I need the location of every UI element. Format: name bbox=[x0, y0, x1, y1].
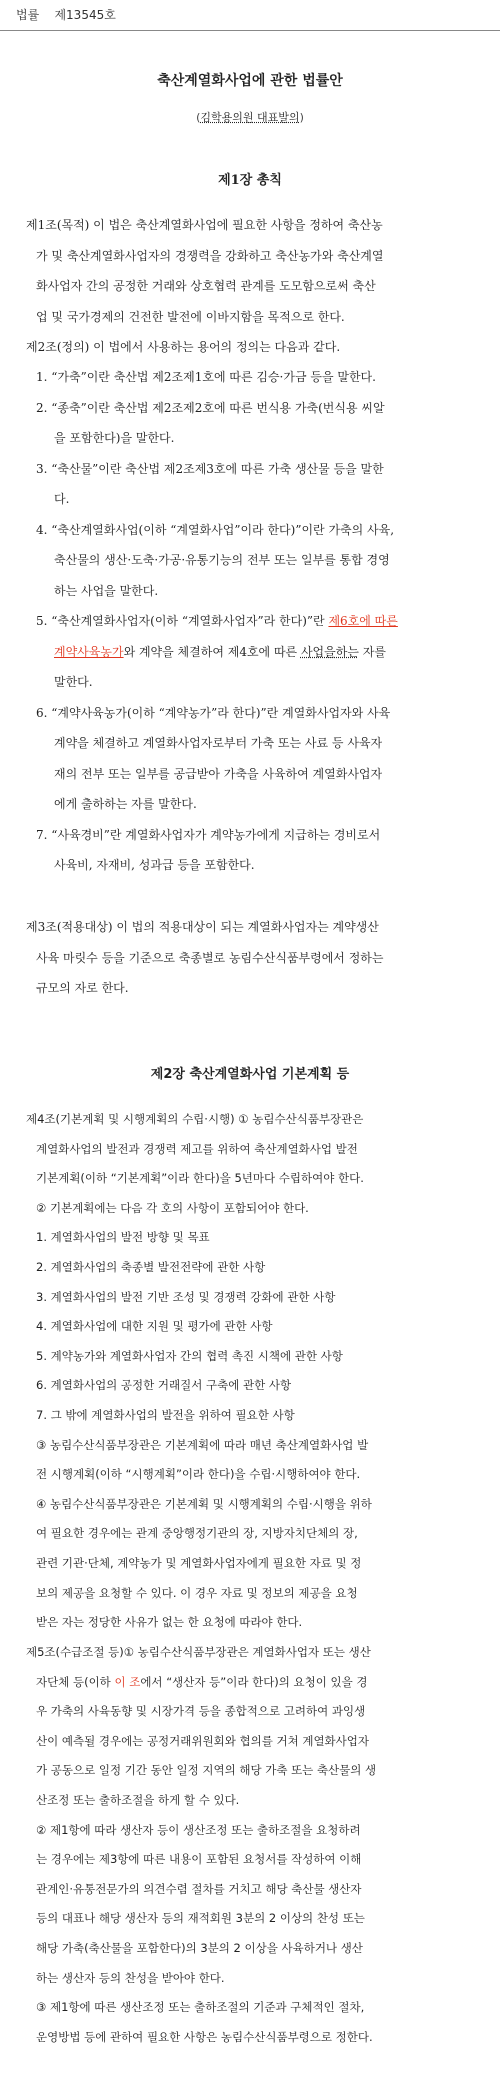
definition-1: 1. “가축”이란 축산법 제2조제1호에 따른 김승·가금 등을 말한다. bbox=[36, 370, 376, 384]
article-1 bbox=[26, 210, 383, 332]
definition-6-cont: 에게 출하하는 자를 말한다. bbox=[54, 797, 197, 811]
article-5-line: 운영방법 등에 관하여 필요한 사항은 농림수산식품부령으로 정한다. bbox=[36, 2029, 373, 2044]
definition-4-cont: 하는 사업을 말한다. bbox=[54, 583, 159, 598]
definition-5-amended: 계약사육농가 bbox=[54, 644, 124, 659]
bill-number: 제13545호 bbox=[54, 8, 116, 22]
article-4-line: 전 시행계획(이하 “시행계획”이라 한다)을 수립·시행하여야 한다. bbox=[36, 1467, 361, 1482]
article-4-item: 4. 계열화사업에 대한 지원 및 평가에 관한 사항 bbox=[36, 1319, 273, 1334]
article-5-line: 하는 생산자 등의 찬성을 받아야 한다. bbox=[36, 1970, 225, 1985]
bill-header bbox=[16, 6, 116, 23]
article-5-amended: 이 조 bbox=[114, 1674, 141, 1689]
definition-5-amended: 제6호에 따른 bbox=[328, 614, 398, 628]
proposer-line bbox=[0, 109, 500, 125]
article-4-line: 받은 자는 정당한 사유가 없는 한 요청에 따라야 한다. bbox=[36, 1615, 303, 1630]
definition-6-cont: 계약을 체결하고 계열화사업자로부터 가축 또는 사료 등 사육자 bbox=[54, 736, 383, 750]
definition-2: 2. “종축”이란 축산법 제2조제2호에 따른 번식용 가축(번식용 씨알 bbox=[36, 400, 385, 415]
article-5-line: 우 가축의 사육동향 및 시장가격 등을 종합적으로 고려하여 과잉생 bbox=[36, 1704, 366, 1719]
proposer-open: ( bbox=[196, 111, 201, 124]
proposer-text: 김학용의원 대표발의 bbox=[200, 111, 300, 124]
article-1-line: 가 및 축산계열화사업자의 경쟁력을 강화하고 축산농가와 축산계열 bbox=[36, 248, 384, 263]
definition-3-cont: 다. bbox=[54, 492, 70, 506]
article-4-item: 5. 계약농가와 계열화사업자 간의 협력 촉진 시책에 관한 사항 bbox=[36, 1348, 343, 1363]
definition-4-cont: 축산물의 생산·도축·가공·유통기능의 전부 또는 일부를 통합 경영 bbox=[54, 553, 390, 567]
article-5-line: 산이 예측될 경우에는 공정거래위원회와 협의를 거쳐 계열화사업자 bbox=[36, 1733, 369, 1748]
definition-5-text: 와 계약을 체결하여 제4호에 따른 bbox=[123, 644, 301, 659]
article-3 bbox=[26, 912, 383, 1004]
proposer-close: ) bbox=[299, 111, 304, 124]
definition-7-cont: 사육비, 자재비, 성과급 등을 포함한다. bbox=[54, 858, 255, 872]
definition-3: 3. “축산물”이란 축산법 제2조제3호에 따른 가축 생산물 등을 말한 bbox=[36, 461, 384, 476]
chapter-1-heading: 제1장 총칙 bbox=[218, 173, 282, 188]
definitions-list bbox=[36, 362, 398, 881]
article-5-line: 는 경우에는 제3항에 따른 내용이 포함된 요청서를 작성하여 이해 bbox=[36, 1852, 362, 1867]
definition-5 bbox=[36, 606, 398, 637]
article-4-item: 3. 계열화사업의 발전 기반 조성 및 경쟁력 강화에 관한 사항 bbox=[36, 1289, 336, 1304]
article-5-text: 자단체 등(이하 bbox=[36, 1674, 115, 1689]
article-4-line: 관련 기관·단체, 계약농가 및 계열화사업자에게 필요한 자료 및 정 bbox=[36, 1555, 362, 1570]
article-5-line: 산조정 또는 출하조절을 하게 할 수 있다. bbox=[36, 1792, 240, 1807]
bill-label: 법률 bbox=[16, 8, 40, 22]
article-4-item: 7. 그 밖에 계열화사업의 발전을 위하여 필요한 사항 bbox=[36, 1407, 295, 1422]
article-5-text: 에서 “생산자 등”이라 한다)의 요청이 있을 경 bbox=[140, 1674, 368, 1689]
definition-7: 7. “사육경비”란 계열화사업자가 계약농가에게 지급하는 경비로서 bbox=[36, 827, 381, 842]
article-5-line: ③ 제1항에 따른 생산조정 또는 출하조절의 기준과 구체적인 절차, bbox=[36, 2000, 365, 2015]
article-3-line: 규모의 자로 한다. bbox=[36, 981, 129, 995]
article-1-line: 제1조(목적) 이 법은 축산계열화사업에 필요한 사항을 정하여 축산농 bbox=[26, 218, 383, 232]
article-4-item: 2. 계열화사업의 축종별 발전전략에 관한 사항 bbox=[36, 1259, 266, 1274]
article-5-line bbox=[26, 1667, 376, 1697]
article-4-line: ② 기본계획에는 다음 각 호의 사항이 포함되어야 한다. bbox=[36, 1200, 309, 1215]
header-divider bbox=[0, 30, 500, 31]
definition-4: 4. “축산계열화사업(이하 “계열화사업”이라 한다)”이란 가축의 사육, bbox=[36, 522, 395, 537]
article-4-line: 보의 제공을 요청할 수 있다. 이 경우 자료 및 정보의 제공을 요청 bbox=[36, 1585, 358, 1600]
article-2-heading-text: 제2조(정의) 이 법에서 사용하는 용어의 정의는 다음과 같다. bbox=[26, 340, 341, 354]
article-4-item: 6. 계열화사업의 공정한 거래질서 구축에 관한 사항 bbox=[36, 1378, 292, 1393]
chapter-2-heading: 제2장 축산계열화사업 기본계획 등 bbox=[150, 1067, 350, 1082]
definition-5-text: 자를 bbox=[358, 644, 386, 659]
article-4-line: ③ 농림수산식품부장관은 기본계획에 따라 매년 축산계열화사업 발 bbox=[36, 1437, 369, 1452]
article-5-line: 제5조(수급조절 등)① 농림수산식품부장관은 계열화사업자 또는 생산 bbox=[26, 1645, 371, 1659]
article-3-line: 사육 마릿수 등을 기준으로 축종별로 농림수산식품부령에서 정하는 bbox=[36, 950, 384, 965]
article-5-line: 등의 대표나 해당 생산자 등의 재적회원 3분의 2 이상의 찬성 또는 bbox=[36, 1911, 365, 1926]
article-5-line: ② 제1항에 따라 생산자 등이 생산조정 또는 출하조절을 요청하려 bbox=[36, 1822, 361, 1837]
article-4-line: 기본계획(이하 “기본계획”이라 한다)을 5년마다 수립하여야 한다. bbox=[36, 1171, 364, 1186]
definition-5-cont bbox=[36, 637, 398, 668]
definition-5-cont: 말한다. bbox=[54, 675, 93, 689]
article-4-line: 계열화사업의 발전과 경쟁력 제고를 위하여 축산계열화사업 발전 bbox=[36, 1141, 358, 1156]
definition-5-marked: 사업을하는 bbox=[300, 644, 359, 659]
article-4 bbox=[26, 1104, 372, 1637]
article-5-line: 관계인·유통전문가의 의견수렴 절차를 거치고 해당 축산물 생산자 bbox=[36, 1881, 362, 1896]
article-3-line: 제3조(적용대상) 이 법의 적용대상이 되는 계열화사업자는 계약생산 bbox=[26, 920, 379, 934]
definition-5-text: 5. “축산계열화사업자(이하 “계열화사업자”라 한다)”란 bbox=[36, 614, 329, 628]
bill-title: 축산계열화사업에 관한 법률안 bbox=[157, 73, 343, 89]
definition-6: 6. “계약사육농가(이하 “계약농가”라 한다)”란 계열화사업자와 사육 bbox=[36, 705, 391, 720]
article-4-line: ④ 농림수산식품부장관은 기본계획 및 시행계획의 수립·시행을 위하 bbox=[36, 1496, 372, 1511]
article-1-line: 업 및 국가경제의 건전한 발전에 이바지함을 목적으로 한다. bbox=[36, 309, 345, 324]
article-5-line: 가 공동으로 일정 기간 동안 일정 지역의 해당 가축 또는 축산물의 생 bbox=[36, 1763, 377, 1778]
article-4-line: 제4조(기본계획 및 시행계획의 수립·시행) ① 농림수산식품부장관은 bbox=[26, 1112, 364, 1126]
definition-6-cont: 재의 전부 또는 일부를 공급받아 가축을 사육하여 계열화사업자 bbox=[54, 766, 383, 781]
definition-2-cont: 을 포함한다)을 말한다. bbox=[54, 431, 175, 445]
article-2-heading bbox=[26, 332, 340, 363]
article-5-line: 해당 가축(축산물을 포함한다)의 3분의 2 이상을 사육하거나 생산 bbox=[36, 1940, 363, 1955]
article-1-line: 화사업자 간의 공정한 거래와 상호협력 관계를 도모함으로써 축산 bbox=[36, 279, 376, 293]
article-5 bbox=[26, 1637, 376, 2051]
article-4-line: 여 필요한 경우에는 관계 중앙행정기관의 장, 지방자치단체의 장, bbox=[36, 1526, 358, 1541]
article-4-item: 1. 계열화사업의 발전 방향 및 목표 bbox=[36, 1230, 210, 1245]
